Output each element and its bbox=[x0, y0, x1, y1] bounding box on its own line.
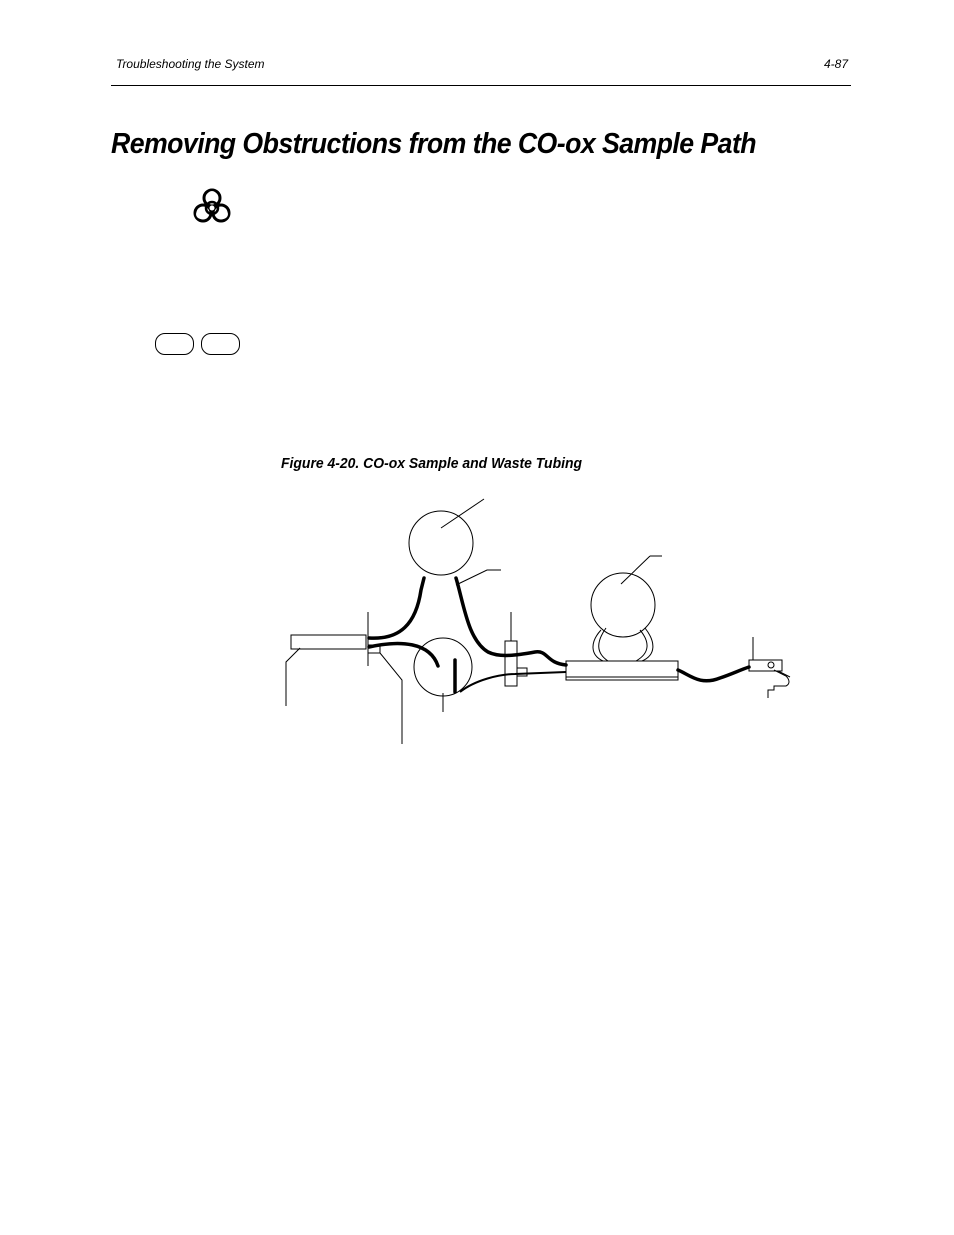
figure-caption: Figure 4-20. CO-ox Sample and Waste Tubing bbox=[281, 455, 583, 472]
biohazard-icon bbox=[192, 188, 232, 224]
left-block bbox=[291, 635, 366, 649]
blank-key-icon bbox=[201, 333, 240, 355]
sample-tube-upper bbox=[369, 578, 424, 638]
middle-fitting bbox=[505, 641, 517, 686]
header-page-number: 4-87 bbox=[823, 57, 848, 71]
right-connector bbox=[749, 660, 782, 671]
upper-pump-sphere bbox=[409, 511, 473, 575]
co-ox-tubing-diagram bbox=[280, 495, 800, 750]
header-divider bbox=[111, 85, 851, 86]
waste-tube bbox=[369, 643, 438, 666]
page-title: Removing Obstructions from the CO-ox Sample Path bbox=[111, 128, 757, 160]
blank-key-icon bbox=[155, 333, 194, 355]
header-section-title: Troubleshooting the System bbox=[116, 57, 265, 71]
